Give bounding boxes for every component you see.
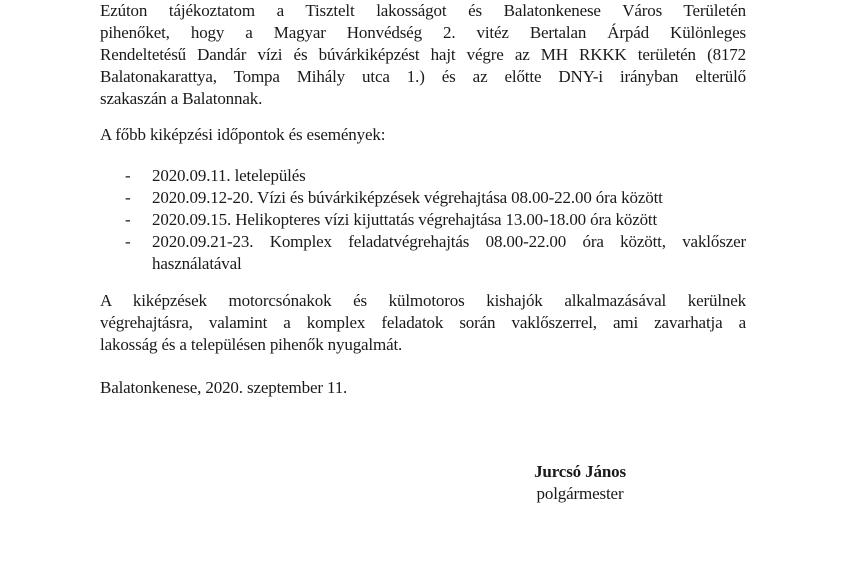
paragraph-line: Rendeltetésű Dandár vízi és búvárkiképzést hajt végre az MH RKKK területén (8172: [100, 45, 746, 64]
paragraph-line: lakosság és a településen pihenők nyugalmát.: [100, 335, 403, 354]
paragraph-line: A kiképzések motorcsónakok és külmotoros kishajók alkalmazásával kerülnek: [100, 291, 746, 310]
schedule-list: [100, 165, 746, 275]
closing-paragraph: [100, 290, 746, 356]
document-content: [100, 0, 746, 505]
schedule-heading: A főbb kiképzési időpontok és események:: [100, 125, 386, 144]
list-item-text: 2020.09.11. letelepülés: [152, 166, 306, 185]
list-item-marker: -: [125, 166, 131, 185]
list-item: [100, 187, 746, 209]
paragraph-line: végrehajtásra, valamint a komplex feladatok során vaklőszerrel, ami zavarhatja a: [100, 313, 746, 332]
signature-block: [480, 461, 680, 505]
date-line: Balatonkenese, 2020. szeptember 11.: [100, 378, 348, 397]
list-item: [100, 165, 746, 187]
signature-name: Jurcsó János: [534, 462, 626, 481]
signature-title: polgármester: [536, 484, 624, 503]
list-item-text-continuation: használatával: [152, 254, 242, 273]
list-item-marker: -: [125, 210, 131, 229]
paragraph-line: pihenőket, hogy a Magyar Honvédség 2. vitéz Bertalan Árpád Különleges: [100, 23, 746, 42]
list-item-marker: -: [125, 188, 131, 207]
paragraph-line: Balatonakarattya, Tompa Mihály utca 1.) és az előtte DNY-i irányban elterülő: [100, 67, 746, 86]
list-item-marker: -: [125, 232, 131, 251]
list-item-text: 2020.09.12-20. Vízi és búvárkiképzések végrehajtása 08.00-22.00 óra között: [152, 188, 663, 207]
list-item-text: 2020.09.21-23. Komplex feladatvégrehajtás 08.00-22.00 óra között, vaklőszer: [152, 232, 746, 251]
list-item: [100, 209, 746, 231]
list-item: [100, 231, 746, 275]
paragraph-line: Ezúton tájékoztatom a Tisztelt lakosságot és Balatonkenese Város Területén: [100, 1, 746, 20]
paragraph-line: szakaszán a Balatonnak.: [100, 89, 263, 108]
intro-paragraph: [100, 0, 746, 110]
list-item-text: 2020.09.15. Helikopteres vízi kijuttatás végrehajtása 13.00-18.00 óra között: [152, 210, 658, 229]
